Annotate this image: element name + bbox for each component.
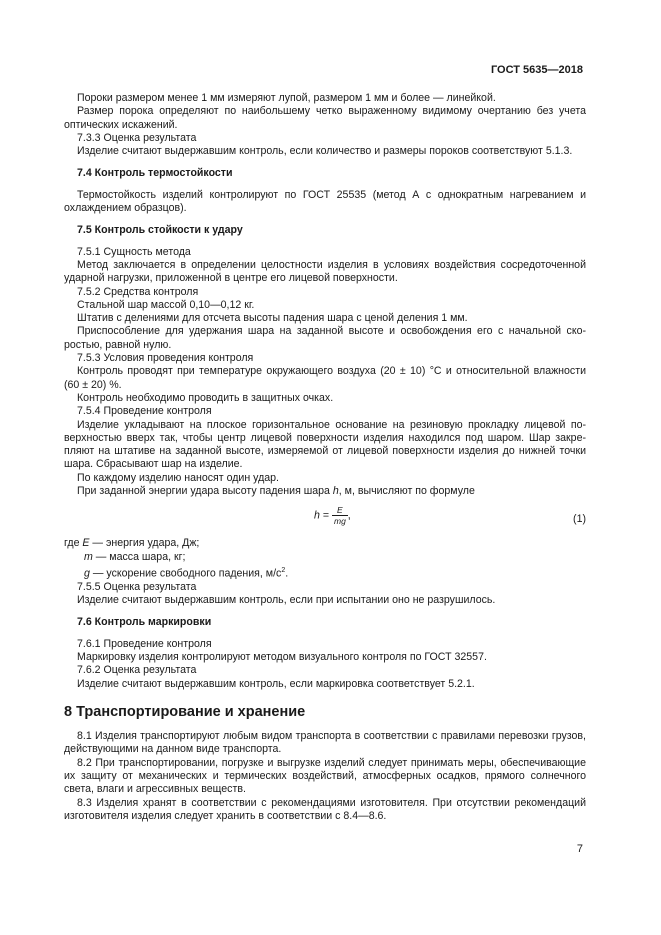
subclause-title: 7.5.5 Оценка результата — [77, 580, 197, 593]
equation-number: (1) — [573, 513, 586, 526]
subclause-title: 7.6.2 Оценка результата — [77, 664, 197, 677]
formula-1 — [64, 503, 586, 533]
section-heading-7-4: 7.4 Контроль термостойкости — [77, 167, 233, 180]
denominator: mg — [333, 516, 346, 527]
paragraph: Маркировку изделия контролируют методом визуального контроля по ГОСТ 32557. — [77, 650, 487, 663]
subclause-title: 7.6.1 Проведение контроля — [77, 637, 212, 650]
subclause-title: 7.5.4 Проведение контроля — [77, 405, 212, 418]
subclause-title: 7.5.3 Условия проведения контроля — [77, 352, 254, 365]
paragraph: Термостойкость изделий контролируют по ГОСТ 25535 (метод А с однократным нагреванием и охлаждением образцов). — [64, 188, 586, 215]
subclause-title: 7.3.3 Оценка результата — [77, 131, 197, 144]
paragraph: 8.1 Изделия транспортируют любым видом транспорта в соответствии с правилами перевозки грузов, действующими на данном виде транспорта. — [64, 730, 586, 756]
paragraph: Пороки размером менее 1 мм измеряют лупой, размером 1 мм и более — линейкой. — [77, 92, 496, 104]
page-number: 7 — [576, 843, 583, 855]
variable: h — [332, 485, 339, 498]
paragraph: Изделие считают выдержавшим контроль, если маркировка соответствует 5.2.1. — [77, 677, 475, 690]
numerator: E — [332, 505, 348, 516]
paragraph: Метод заключается в определении целостности изделия в условиях воздействия сосредоточенной ударной нагрузки, приложенной в центре его лицевой поверхности. — [64, 258, 586, 285]
where-line: g — ускорение свободного падения, $м/с^2$. — [84, 566, 289, 580]
paragraph: Контроль необходимо проводить в защитных очках. — [77, 391, 334, 404]
paragraph: 8.2 При транспортировании, погрузке и выгрузке изделий следует принимать меры, обеспечивающие их защиту от механических и термических воздействий, атмосферных осадков, прямого солнечного света, влаги и агрессивных веществ. — [64, 756, 586, 796]
section-heading-8: 8 Транспортирование и хранение — [64, 703, 306, 720]
subclause-title: 7.5.2 Средства контроля — [77, 285, 199, 298]
paragraph: Приспособление для удержания шара на заданной высоте и освобождения его с начальной скоростью, равной нулю. — [64, 325, 586, 351]
formula-expression: h = $\frac{E}{mg}$ , — [314, 505, 351, 527]
paragraph: 8.3 Изделия хранят в соответствии с рекомендациями изготовителя. При отсутствии рекомендаций изготовителя изделия следует хранить в соответствии с 8.4—8.6. — [64, 796, 586, 822]
paragraph: По каждому изделию наносят один удар. — [77, 471, 279, 484]
paragraph: Изделие считают выдержавшим контроль, если количество и размеры пороков соответствуют 5.1.3. — [77, 145, 573, 158]
paragraph: Изделие считают выдержавшим контроль, если при испытании оно не разрушилось. — [77, 594, 496, 607]
where-line: m — масса шара, кг; — [84, 550, 186, 563]
fraction — [332, 505, 348, 526]
paragraph: При заданной энергии удара высоту падения шара h, м, вычисляют по формуле — [77, 485, 475, 498]
document-header: ГОСТ 5635—2018 — [490, 64, 583, 76]
paragraph: Изделие укладывают на плоское горизонтальное основание на резиновую прокладку лицевой поверхностью вверх так, чтобы центр лицевой поверхности изделия находился под шаром. Шар закрепляют на штативе на заданной высоте, измеряемой от лицевой поверхности изделия до нижней точки шара. Сбрасывают шар на изделие. — [64, 418, 586, 471]
paragraph: Контроль проводят при температуре окружающего воздуха (20 ± 10) °С и относительной влажности (60 ± 20) %. — [64, 365, 586, 391]
subclause-title: 7.5.1 Сущность метода — [77, 245, 191, 258]
section-heading-7-5: 7.5 Контроль стойкости к удару — [77, 224, 243, 237]
section-heading-7-6: 7.6 Контроль маркировки — [77, 616, 212, 629]
where-line: где E — энергия удара, Дж; — [64, 537, 200, 550]
paragraph: Размер порока определяют по наибольшему четко выраженному видимому очертанию без учета оптических искажений. — [64, 105, 586, 131]
paragraph: Стальной шар массой 0,10—0,12 кг. — [77, 298, 255, 311]
paragraph: Штатив с делениями для отсчета высоты падения шара с ценой деления 1 мм. — [77, 312, 468, 325]
page-content — [64, 92, 586, 823]
